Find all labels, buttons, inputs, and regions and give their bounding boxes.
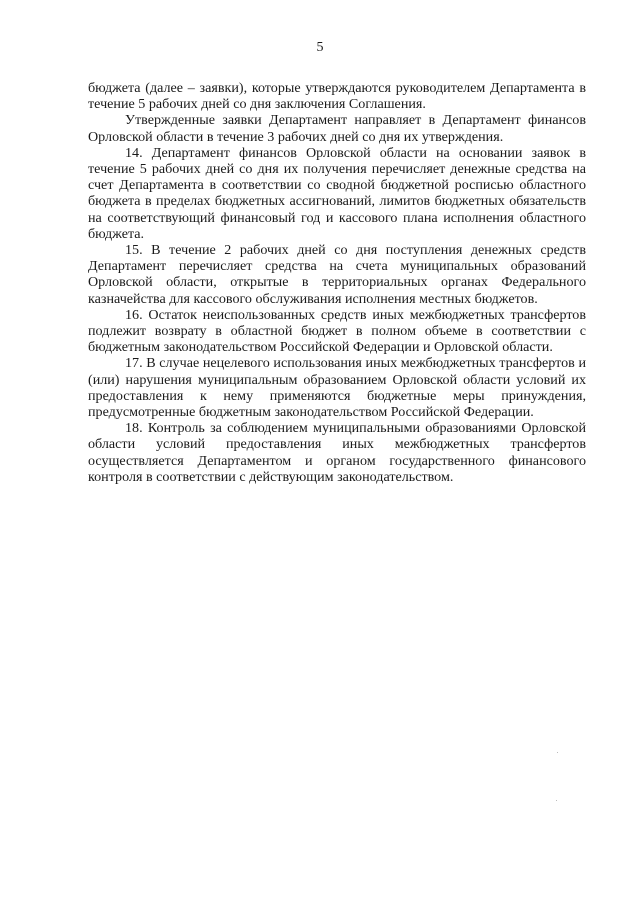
document-body [88,80,586,485]
page-number: 5 [316,40,324,55]
scan-speck [557,752,558,753]
scan-speck [556,800,557,801]
paragraph-15: 15. В течение 2 рабочих дней со дня поступления денежных средств Департамент перечисляет средства на счета муниципальных образований Орловской области, открытые в территориальных органах Федерального казначейства для кассового обслуживания исполнения местных бюджетов. [88,242,586,307]
paragraph-16: 16. Остаток неиспользованных средств иных межбюджетных трансфертов подлежит возврату в областной бюджет в полном объеме в соответствии с бюджетным законодательством Российской Федерации и Орловской области. [88,306,586,356]
paragraph-approved-requests: Утвержденные заявки Департамент направляет в Департамент финансов Орловской области в течение 3 рабочих дней со дня их утверждения. [88,112,586,145]
paragraph-17: 17. В случае нецелевого использования иных межбюджетных трансфертов и (или) нарушения муниципальным образованием Орловской области условий их предоставления к нему применяются бюджетные меры принуждения, предусмотренные бюджетным законодательством Российской Федерации. [88,355,586,421]
paragraph-continuation: бюджета (далее – заявки), которые утверждаются руководителем Департамента в течение 5 рабочих дней со дня заключения Соглашения. [88,80,586,113]
paragraph-14: 14. Департамент финансов Орловской области на основании заявок в течение 5 рабочих дней со дня их получения перечисляет денежные средства на счет Департамента в соответствии со сводной бюджетной росписью областного бюджета в пределах бюджетных ассигнований, лимитов бюджетных обязательств на соответствующий финансовый год и кассового плана исполнения областного бюджета. [88,144,586,242]
paragraph-18: 18. Контроль за соблюдением муниципальными образованиями Орловской области условий предоставления иных межбюджетных трансфертов осуществляется Департаментом и органом государственного финансового контроля в соответствии с действующим законодательством. [88,420,586,485]
